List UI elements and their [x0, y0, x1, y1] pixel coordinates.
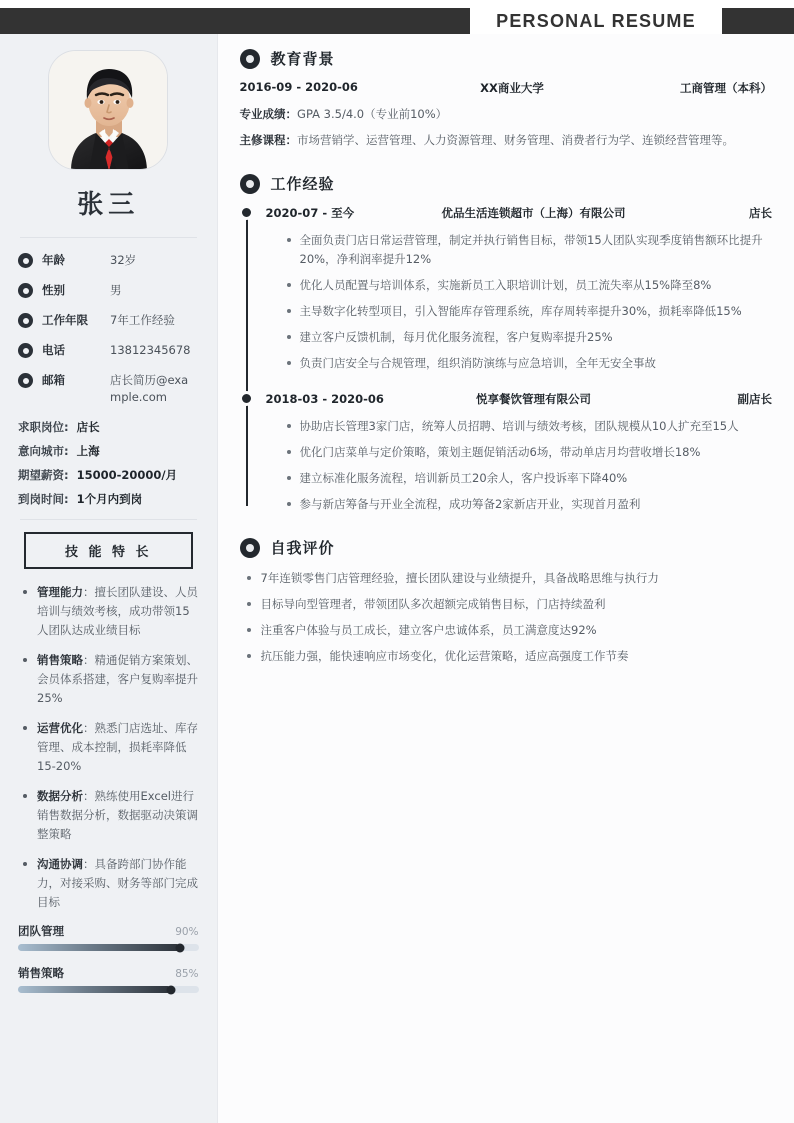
- skill-text: ：熟悉门店选址、库存管理、成本控制，损耗率降低15-20%: [37, 721, 198, 773]
- contact-row-age: [18, 252, 199, 269]
- list-item: [20, 855, 199, 912]
- list-item: 参与新店筹备与开业全流程，成功筹备2家新店开业，实现首月盈利: [284, 495, 772, 514]
- list-item: [20, 583, 199, 640]
- contact-row-experience: [18, 312, 199, 329]
- ring-icon: [240, 49, 260, 69]
- body-columns: [0, 34, 794, 1123]
- job-company: 优品生活连锁超市（上海）有限公司: [441, 206, 626, 220]
- skills-section-heading: 技 能 特 长: [24, 532, 193, 569]
- proficiency-sales-strategy: [18, 965, 199, 993]
- main-content: [217, 34, 794, 1123]
- contact-row-phone[interactable]: [18, 342, 199, 359]
- preference-availability: [18, 491, 199, 507]
- proficiency-percent: 85%: [175, 968, 199, 980]
- list-item: 建立客户反馈机制，每月优化服务流程，客户复购率提升25%: [284, 328, 772, 347]
- spacer: [240, 157, 772, 173]
- contact-value: 7年工作经验: [110, 313, 175, 327]
- contact-label: 年龄: [42, 253, 65, 267]
- preference-label: 期望薪资:: [18, 468, 69, 482]
- progress-bar-fill: [18, 944, 180, 951]
- list-item: 建立标准化服务流程，培训新员工20余人，客户投诉率下降40%: [284, 469, 772, 488]
- preference-salary: [18, 467, 199, 483]
- section-title: 工作经验: [270, 175, 335, 193]
- list-item: 主导数字化转型项目，引入智能库存管理系统，库存周转率提升30%，损耗率降低15%: [284, 302, 772, 321]
- proficiency-header: [18, 923, 199, 939]
- contact-value: 店长简历@example.com: [110, 373, 189, 404]
- proficiency-team-management: [18, 923, 199, 951]
- contact-list: [18, 252, 199, 406]
- job-entry: [266, 205, 772, 373]
- contact-label: 电话: [42, 343, 65, 357]
- header-title-container: [470, 8, 722, 34]
- contact-label: 工作年限: [42, 313, 88, 327]
- list-item: 注重客户体验与员工成长，建立客户忠诚体系，员工满意度达92%: [244, 621, 772, 640]
- section-header: [240, 173, 772, 194]
- education-entry-header: [240, 80, 772, 96]
- education-gpa: [240, 105, 772, 124]
- education-courses-value: 市场营销学、运营管理、人力资源管理、财务管理、消费者行为学、连锁经营管理等。: [297, 133, 735, 147]
- section-title: 教育背景: [270, 50, 335, 68]
- ring-icon: [18, 253, 33, 268]
- timeline-dot-icon: [240, 392, 253, 405]
- page-title: PERSONAL RESUME: [496, 10, 696, 31]
- preference-city: [18, 443, 199, 459]
- skill-text: ：具备跨部门协作能力，对接采购、财务等部门完成目标: [37, 857, 198, 909]
- ring-icon: [18, 373, 33, 388]
- job-company: 悦享餐饮管理有限公司: [476, 392, 592, 406]
- list-item: [20, 787, 199, 844]
- preference-value: 店长: [76, 420, 100, 434]
- list-item: [20, 719, 199, 776]
- page-header: [0, 8, 794, 34]
- job-preference-list: [18, 419, 199, 507]
- contact-label: 性别: [42, 283, 65, 297]
- self-evaluation-list: [240, 569, 772, 666]
- list-item: 抗压能力强，能快速响应市场变化，优化运营策略，适应高强度工作节奏: [244, 647, 772, 666]
- skill-title: 沟通协调: [37, 857, 83, 871]
- progress-bar-fill: [18, 986, 171, 993]
- skill-title: 管理能力: [37, 585, 83, 599]
- spacer: [240, 521, 772, 537]
- job-entry: [266, 391, 772, 514]
- list-item: [20, 651, 199, 708]
- ring-icon: [18, 343, 33, 358]
- education-gpa-value: GPA 3.5/4.0（专业前10%）: [297, 107, 448, 121]
- contact-label: 邮箱: [42, 373, 65, 387]
- header-bar-left: [0, 8, 470, 34]
- progress-bar-knob: [167, 985, 176, 994]
- proficiency-label: 销售策略: [18, 966, 64, 980]
- contact-value: 32岁: [110, 253, 137, 267]
- section-work-experience: [240, 173, 772, 514]
- contact-row-email[interactable]: [18, 372, 199, 406]
- ring-icon: [240, 538, 260, 558]
- preference-value: 上海: [76, 444, 100, 458]
- section-title: 自我评价: [270, 539, 335, 557]
- job-date: 2018-03 - 2020-06: [265, 392, 384, 406]
- list-item: 优化门店菜单与定价策略，策划主题促销活动6场，带动单店月均营收增长18%: [284, 443, 772, 462]
- skills-list: [18, 583, 199, 912]
- section-header: [240, 48, 772, 69]
- skill-title: 销售策略: [37, 653, 83, 667]
- contact-value: 男: [110, 283, 122, 297]
- proficiency-label: 团队管理: [18, 924, 64, 938]
- education-date: 2016-09 - 2020-06: [239, 80, 358, 94]
- education-gpa-label: 专业成绩：: [239, 107, 298, 121]
- job-date: 2020-07 - 至今: [265, 206, 355, 220]
- contact-value: 13812345678: [110, 343, 191, 357]
- preference-label: 意向城市:: [18, 444, 69, 458]
- proficiency-list: [18, 923, 199, 1011]
- list-item: 7年连锁零售门店管理经验，擅长团队建设与业绩提升，具备战略思维与执行力: [244, 569, 772, 588]
- divider: [20, 237, 197, 238]
- person-name: 张三: [77, 190, 140, 220]
- section-self-evaluation: [240, 537, 772, 666]
- job-role: 副店长: [737, 392, 772, 406]
- list-item: 负责门店安全与合规管理，组织消防演练与应急培训，全年无安全事故: [284, 354, 772, 373]
- skill-title: 运营优化: [37, 721, 83, 735]
- preference-label: 到岗时间:: [18, 492, 69, 506]
- education-major: 工商管理（本科）: [680, 81, 772, 95]
- job-role: 店长: [749, 206, 772, 220]
- progress-bar-track: [18, 944, 199, 951]
- list-item: 全面负责门店日常运营管理，制定并执行销售目标，带领15人团队实现季度销售额环比提升20%，净利润率提升12%: [284, 231, 772, 269]
- list-item: 优化人员配置与培训体系，实施新员工入职培训计划，员工流失率从15%降至8%: [284, 276, 772, 295]
- education-school: XX商业大学: [480, 81, 544, 95]
- preference-label: 求职岗位:: [18, 420, 69, 434]
- sidebar: [0, 34, 217, 1123]
- job-bullet-list: [266, 231, 772, 373]
- education-courses: [240, 131, 772, 150]
- progress-bar-knob: [176, 943, 185, 952]
- preference-position: [18, 419, 199, 435]
- skill-text: ：擅长团队建设、人员培训与绩效考核，成功带领15人团队达成业绩目标: [37, 585, 198, 637]
- job-header: [266, 205, 772, 222]
- timeline-dot-icon: [240, 206, 253, 219]
- header-bar-right: [722, 8, 794, 34]
- timeline-rail: [246, 213, 248, 506]
- job-bullet-list: [266, 417, 772, 514]
- list-item: 协助店长管理3家门店，统筹人员招聘、培训与绩效考核，团队规模从10人扩充至15人: [284, 417, 772, 436]
- preference-value: 15000-20000/月: [76, 468, 178, 482]
- divider: [20, 519, 197, 520]
- ring-icon: [240, 174, 260, 194]
- education-courses-label: 主修课程：: [239, 133, 298, 147]
- ring-icon: [18, 283, 33, 298]
- proficiency-header: [18, 965, 199, 981]
- preference-value: 1个月内到岗: [76, 492, 143, 506]
- avatar-container: [18, 50, 199, 170]
- list-item: 目标导向型管理者，带领团队多次超额完成销售目标，门店持续盈利: [244, 595, 772, 614]
- avatar: [48, 50, 168, 170]
- experience-timeline: [240, 205, 772, 514]
- proficiency-percent: 90%: [175, 926, 199, 938]
- contact-row-gender: [18, 282, 199, 299]
- progress-bar-track: [18, 986, 199, 993]
- skill-text: ：熟练使用Excel进行销售数据分析，数据驱动决策调整策略: [37, 789, 198, 841]
- section-header: [240, 537, 772, 558]
- skill-text: ：精通促销方案策划、会员体系搭建，客户复购率提升25%: [37, 653, 198, 705]
- section-education: [240, 48, 772, 150]
- job-header: [266, 391, 772, 408]
- skill-title: 数据分析: [37, 789, 83, 803]
- ring-icon: [18, 313, 33, 328]
